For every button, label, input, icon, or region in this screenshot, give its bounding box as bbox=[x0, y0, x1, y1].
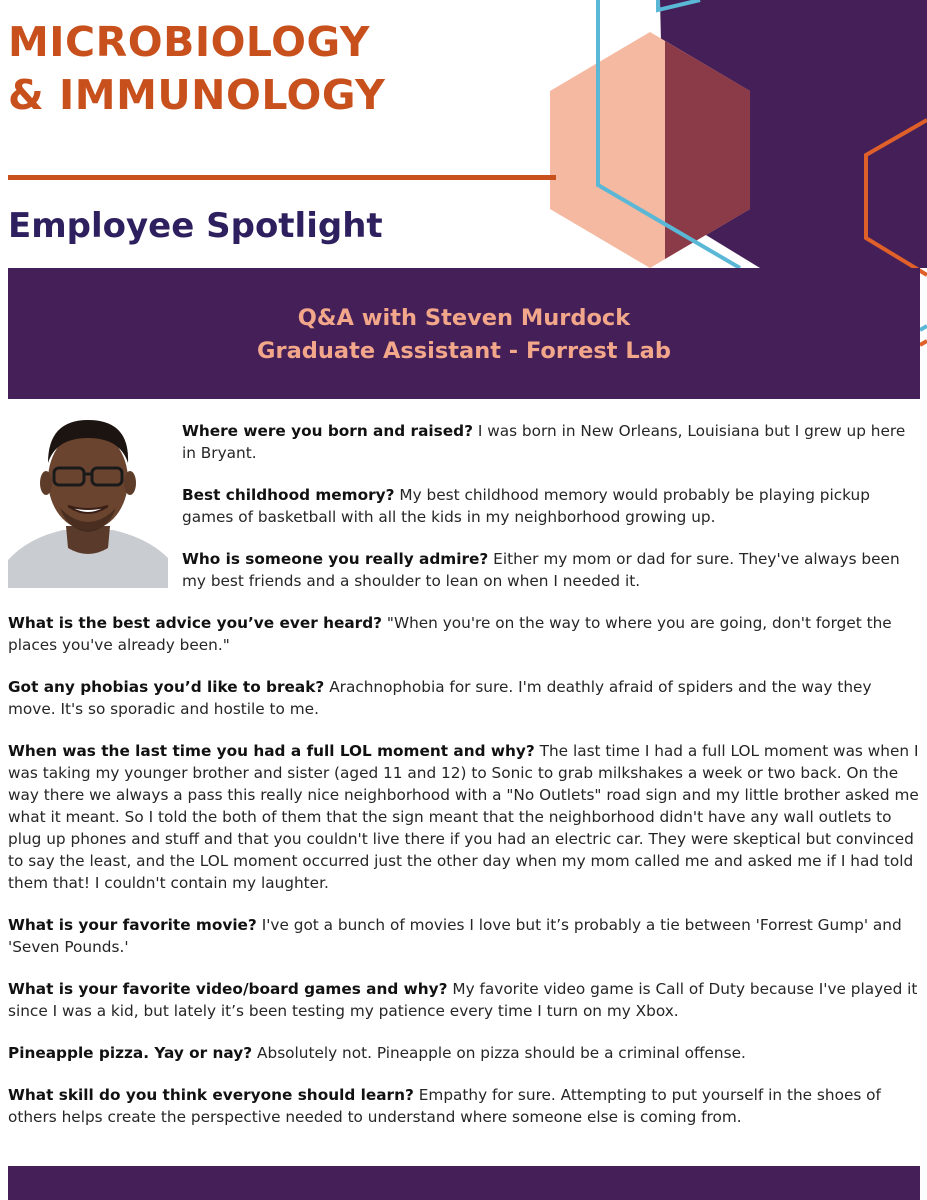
qa-item bbox=[8, 914, 920, 958]
question: Who is someone you really admire? bbox=[182, 550, 489, 568]
qa-list bbox=[8, 420, 920, 1148]
answer: The last time I had a full LOL moment was when I was taking my younger brother and sister (aged 11 and 12) to Sonic to grab milkshakes a week or two back. On the way there we always a pass this really nice neighborhood with a "No Outlets" road sign and my little brother asked me what it meant. So I told the both of them that the sign meant that the neighborhood didn't have any wall outlets to plug up phones and stuff and that you couldn't live there if you had an electric car. They were skeptical but convinced to say the least, and the LOL moment occurred just the other day when my mom called me and asked me if I had told them that! I couldn't contain my laughter. bbox=[8, 742, 919, 892]
question: What is the best advice you’ve ever heard? bbox=[8, 614, 383, 632]
answer: My best childhood memory would probably be playing pickup games of basketball with all the kids in my neighborhood growing up. bbox=[182, 486, 870, 526]
answer: I was born in New Orleans, Louisiana but I grew up here in Bryant. bbox=[182, 422, 906, 462]
department-title-line1: MICROBIOLOGY bbox=[8, 18, 370, 66]
qa-item bbox=[8, 740, 920, 894]
answer: "When you're on the way to where you are going, don't forget the places you've already been." bbox=[8, 614, 892, 654]
orange-edge-line bbox=[920, 341, 927, 345]
question: Got any phobias you’d like to break? bbox=[8, 678, 325, 696]
answer: Empathy for sure. Attempting to put yourself in the shoes of others helps create the perspective needed to understand where someone else is coming from. bbox=[8, 1086, 881, 1126]
question: Best childhood memory? bbox=[182, 486, 395, 504]
question: What is your favorite movie? bbox=[8, 916, 257, 934]
cyan-edge-line bbox=[920, 326, 927, 330]
qa-item bbox=[8, 978, 920, 1022]
qa-item bbox=[182, 420, 920, 464]
footer-bar bbox=[8, 1166, 920, 1200]
section-title: Employee Spotlight bbox=[8, 206, 383, 246]
qa-item bbox=[8, 1042, 920, 1064]
banner-line2: Graduate Assistant - Forrest Lab bbox=[257, 338, 671, 364]
answer: Either my mom or dad for sure. They've always been my best friends and a shoulder to lean on when I needed it. bbox=[182, 550, 900, 590]
question: What skill do you think everyone should learn? bbox=[8, 1086, 414, 1104]
answer: I've got a bunch of movies I love but it’s probably a tie between 'Forrest Gump' and 'Seven Pounds.' bbox=[8, 916, 902, 956]
qa-item bbox=[8, 676, 920, 720]
header-divider bbox=[8, 175, 556, 180]
question: When was the last time you had a full LOL moment and why? bbox=[8, 742, 535, 760]
answer: Arachnophobia for sure. I'm deathly afraid of spiders and the way they move. It's so sporadic and hostile to me. bbox=[8, 678, 872, 718]
qa-item bbox=[8, 1084, 920, 1128]
question: Pineapple pizza. Yay or nay? bbox=[8, 1044, 253, 1062]
question: What is your favorite video/board games and why? bbox=[8, 980, 448, 998]
banner-line1: Q&A with Steven Murdock bbox=[297, 305, 631, 331]
qa-item bbox=[8, 612, 920, 656]
answer: My favorite video game is Call of Duty because I've played it since I was a kid, but lately it’s been testing my patience every time I turn on my Xbox. bbox=[8, 980, 918, 1020]
qa-item bbox=[182, 484, 920, 528]
qa-item bbox=[182, 548, 920, 592]
title-banner bbox=[8, 268, 920, 399]
answer: Absolutely not. Pineapple on pizza should be a criminal offense. bbox=[257, 1044, 746, 1062]
question: Where were you born and raised? bbox=[182, 422, 473, 440]
department-title-line2: & IMMUNOLOGY bbox=[8, 71, 386, 119]
department-title bbox=[8, 16, 385, 122]
